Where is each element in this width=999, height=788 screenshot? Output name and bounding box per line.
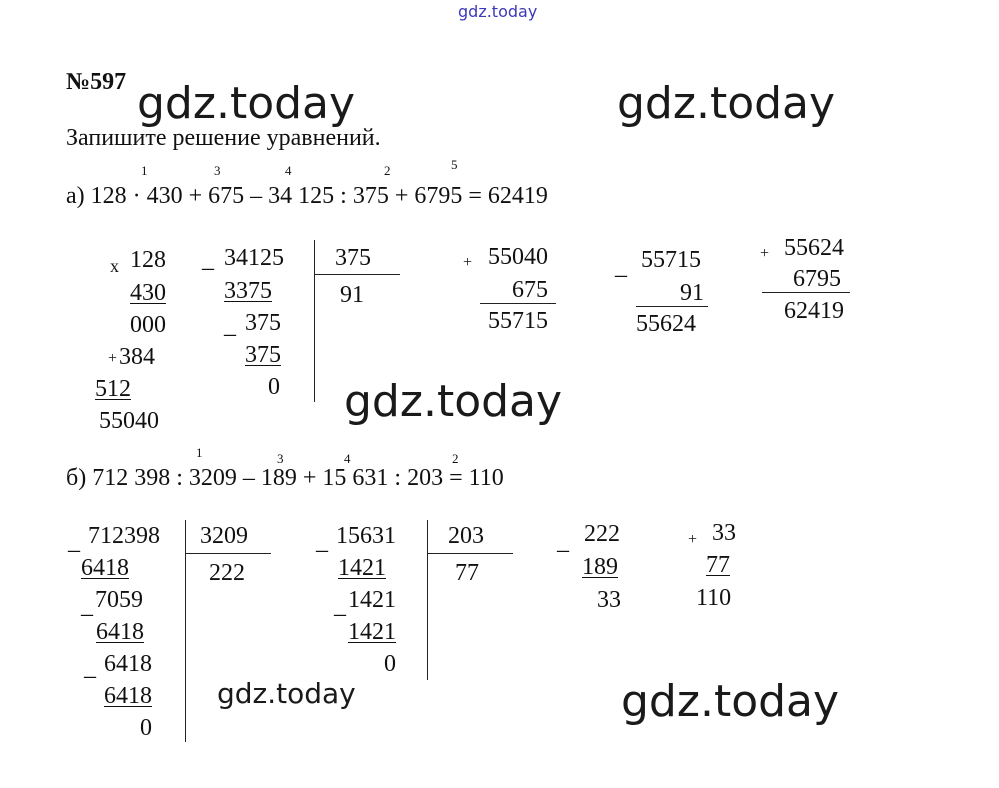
order-a-2: 3 <box>214 163 221 178</box>
div-b1-dividend: 712398 <box>88 523 160 549</box>
div-a-minus1: _ <box>202 247 214 273</box>
div-b1-sub3: 6418 <box>104 683 152 709</box>
order-b-3: 4 <box>344 451 351 466</box>
order-a-3: 4 <box>285 163 292 178</box>
div-a-rem: 0 <box>268 374 280 400</box>
mult-op2: 430 <box>130 280 166 306</box>
add1-result: 55715 <box>488 308 548 334</box>
watermark-3: gdz.today <box>344 376 563 427</box>
div-b2-dividend: 15631 <box>336 523 396 549</box>
order-a-5: 5 <box>451 157 458 172</box>
equation-a: а) 128 · 430 + 675 – 34 125 : 375 + 6795 = 62419 <box>66 183 548 209</box>
order-b-2: 3 <box>277 451 284 466</box>
add1-sign: + <box>463 254 473 271</box>
mult-sign: x <box>110 256 119 276</box>
add2-a: 55624 <box>784 235 844 261</box>
sub-a-result: 55624 <box>636 311 696 337</box>
div-a-hline <box>314 274 400 275</box>
div-b2-rem1: 1421 <box>348 587 396 613</box>
div-b1-divisor: 3209 <box>200 523 248 549</box>
watermark-5: gdz.today <box>621 676 840 727</box>
sub-a-line <box>636 306 708 307</box>
div-b2-sub2: 1421 <box>348 619 396 645</box>
div-b1-rem1: 7059 <box>95 587 143 613</box>
task-number: №597 <box>66 69 127 95</box>
div-a-dividend: 34125 <box>224 245 284 271</box>
mult-p3: 512 <box>95 376 131 402</box>
div-b2-quotient: 77 <box>455 560 479 586</box>
task-instruction: Запишите решение уравнений. <box>66 125 381 151</box>
div-b2-rem: 0 <box>384 651 396 677</box>
mult-result: 55040 <box>99 408 159 434</box>
div-a-sub1: 3375 <box>224 278 272 304</box>
mult-p1: 000 <box>130 312 166 338</box>
sub-a-sign: _ <box>615 254 627 280</box>
div-b1-minus3: _ <box>84 655 96 681</box>
div-b1-rem: 0 <box>140 715 152 741</box>
add1-b: 675 <box>512 277 548 303</box>
div-b1-rem2: 6418 <box>104 651 152 677</box>
div-b2-minus1: _ <box>316 529 328 555</box>
div-b2-minus2: _ <box>334 593 346 619</box>
add1-a: 55040 <box>488 244 548 270</box>
sub-a-b: 91 <box>680 280 704 306</box>
mult-op1: 128 <box>130 247 166 273</box>
watermark-2: gdz.today <box>617 78 836 129</box>
add2-b: 6795 <box>793 266 841 292</box>
div-a-divisor: 375 <box>335 245 371 271</box>
add-b-sign: + <box>688 531 698 548</box>
div-b1-sub1: 6418 <box>81 555 129 581</box>
div-b1-minus1: _ <box>68 529 80 555</box>
add2-sign: + <box>760 245 770 262</box>
order-b-1: 1 <box>196 445 203 460</box>
div-b2-hline <box>427 553 513 554</box>
add2-line <box>762 292 850 293</box>
div-b2-divisor: 203 <box>448 523 484 549</box>
div-b2-sub1: 1421 <box>338 555 386 581</box>
sub-b-b: 189 <box>582 554 618 580</box>
div-a-minus2: _ <box>224 313 236 339</box>
mult-plus: + <box>108 350 118 367</box>
order-a-1: 1 <box>141 163 148 178</box>
div-b1-hline <box>185 553 271 554</box>
order-a-4: 2 <box>384 163 391 178</box>
sub-b-sign: _ <box>557 529 569 555</box>
add-b-a: 33 <box>712 520 736 546</box>
div-b2-vline <box>427 520 428 680</box>
add1-line <box>480 303 556 304</box>
watermark-1: gdz.today <box>137 78 356 129</box>
sub-a-a: 55715 <box>641 247 701 273</box>
div-a-rem1: 375 <box>245 310 281 336</box>
div-b1-minus2: _ <box>81 593 93 619</box>
div-a-sub2: 375 <box>245 342 281 368</box>
sub-b-a: 222 <box>584 521 620 547</box>
order-b-4: 2 <box>452 451 459 466</box>
div-a-quotient: 91 <box>340 282 364 308</box>
div-a-vline <box>314 240 315 402</box>
equation-b: б) 712 398 : 3209 – 189 + 15 631 : 203 = 110 <box>66 465 504 491</box>
watermark-4: gdz.today <box>217 677 356 710</box>
add-b-b: 77 <box>706 552 730 578</box>
mult-p2: 384 <box>119 344 155 370</box>
sub-b-result: 33 <box>597 587 621 613</box>
div-b1-sub2: 6418 <box>96 619 144 645</box>
add-b-result: 110 <box>696 585 732 611</box>
div-b1-quotient: 222 <box>209 560 245 586</box>
add2-result: 62419 <box>784 298 844 324</box>
watermark-top: gdz.today <box>458 2 538 21</box>
